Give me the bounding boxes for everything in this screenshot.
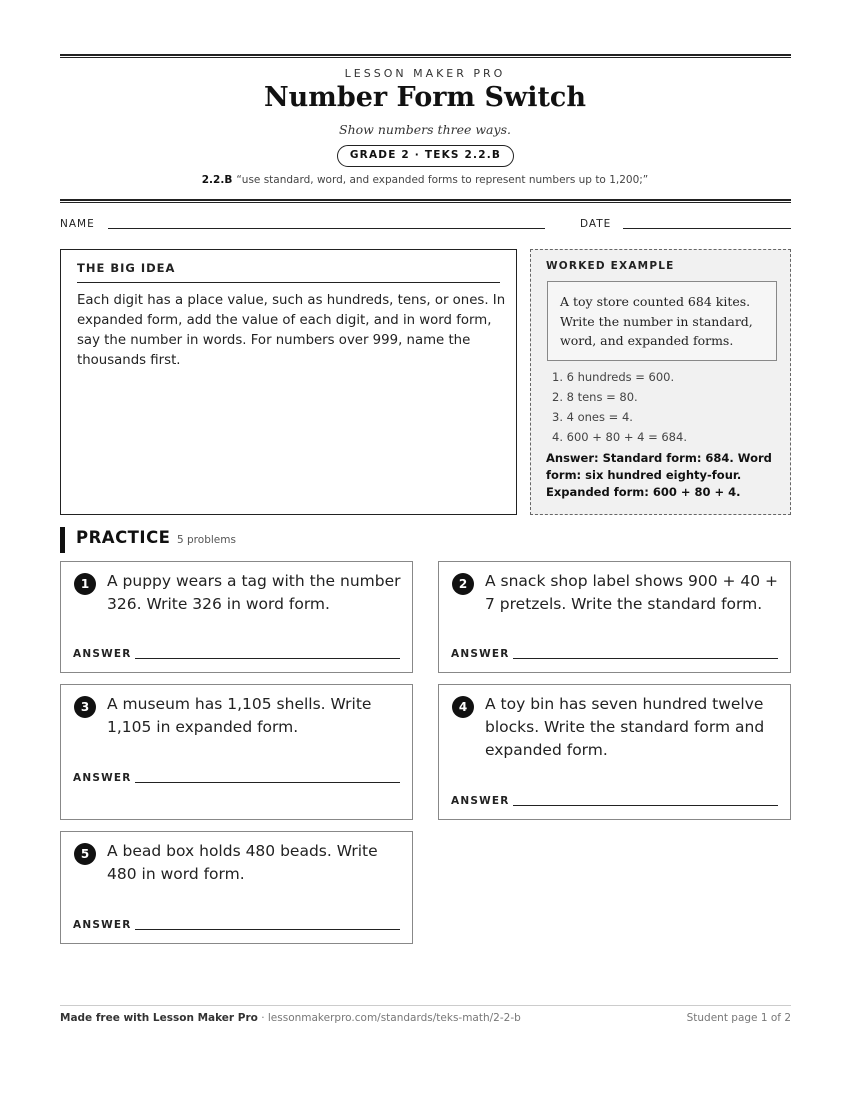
- practice-accent-bar: [60, 527, 65, 553]
- date-label: DATE: [580, 218, 612, 230]
- answer-label: ANSWER: [73, 648, 132, 660]
- standard-text: “use standard, word, and expanded forms to represent numbers up to 1,200;”: [236, 174, 649, 186]
- big-idea-heading: THE BIG IDEA: [77, 261, 500, 283]
- practice-heading: PRACTICE: [76, 528, 171, 547]
- problem-card-2: [438, 561, 791, 673]
- worked-example-problem: A toy store counted 684 kites. Write the number in standard, word, and expanded forms.: [547, 281, 777, 361]
- header-bottom-rule: [60, 199, 791, 203]
- worked-example-answer: Answer: Standard form: 684. Word form: six hundred eighty-four. Expanded form: 600 + 80 + 4.: [546, 451, 772, 499]
- problem-number-badge: 4: [452, 696, 474, 718]
- problem-text: A snack shop label shows 900 + 40 + 7 pretzels. Write the standard form.: [485, 572, 779, 613]
- problem-text: A museum has 1,105 shells. Write 1,105 in expanded form.: [107, 695, 372, 736]
- footer-made-with: Made free with Lesson Maker Pro: [60, 1012, 258, 1024]
- footer-credit: [60, 1012, 521, 1024]
- name-field[interactable]: [108, 228, 545, 229]
- problem-number-badge: 3: [74, 696, 96, 718]
- date-field[interactable]: [623, 228, 791, 229]
- problem-card-5: [60, 831, 413, 944]
- footer-divider: [60, 1005, 791, 1006]
- problem-number-badge: 5: [74, 843, 96, 865]
- grade-badge: GRADE 2 · TEKS 2.2.B: [337, 145, 514, 167]
- problem-text: A bead box holds 480 beads. Write 480 in word form.: [107, 842, 378, 883]
- answer-field[interactable]: [135, 658, 400, 659]
- worked-step: 4. 600 + 80 + 4 = 684.: [552, 430, 687, 444]
- header-top-rule: [60, 54, 791, 58]
- practice-count: 5 problems: [177, 534, 236, 546]
- answer-field[interactable]: [135, 929, 400, 930]
- footer-page-number: Student page 1 of 2: [686, 1012, 791, 1024]
- brand-name: LESSON MAKER PRO: [344, 67, 506, 80]
- page-title: Number Form Switch: [264, 82, 586, 113]
- big-idea-text: Each digit has a place value, such as hundreds, tens, or ones. In expanded form, add the value of each digit, and in word form, say the number in words. For numbers over 999, name the thousands first.: [77, 293, 506, 368]
- problem-card-4: [438, 684, 791, 820]
- page-subtitle: Show numbers three ways.: [339, 122, 511, 137]
- answer-field[interactable]: [135, 782, 400, 783]
- footer-url[interactable]: · lessonmakerpro.com/standards/teks-math/2-2-b: [257, 1012, 521, 1024]
- standard-code: 2.2.B: [201, 174, 233, 186]
- worked-step: 2. 8 tens = 80.: [552, 390, 638, 404]
- answer-field[interactable]: [513, 805, 778, 806]
- problem-number-badge: 1: [74, 573, 96, 595]
- answer-label: ANSWER: [73, 919, 132, 931]
- problem-number-badge: 2: [452, 573, 474, 595]
- problem-text: A toy bin has seven hundred twelve blocks. Write the standard form and expanded form.: [485, 695, 765, 759]
- worked-example-steps: [552, 367, 687, 447]
- problem-card-1: [60, 561, 413, 673]
- big-idea-box: [60, 249, 517, 515]
- answer-label: ANSWER: [73, 772, 132, 784]
- standard-line: [0, 174, 850, 186]
- answer-label: ANSWER: [451, 795, 510, 807]
- name-label: NAME: [60, 218, 95, 230]
- worked-example-box: [530, 249, 791, 515]
- worked-example-heading: WORKED EXAMPLE: [546, 260, 675, 272]
- worked-step: 1. 6 hundreds = 600.: [552, 370, 675, 384]
- problem-text: A puppy wears a tag with the number 326. Write 326 in word form.: [107, 572, 401, 613]
- answer-label: ANSWER: [451, 648, 510, 660]
- answer-field[interactable]: [513, 658, 778, 659]
- worked-step: 3. 4 ones = 4.: [552, 410, 633, 424]
- problem-card-3: [60, 684, 413, 820]
